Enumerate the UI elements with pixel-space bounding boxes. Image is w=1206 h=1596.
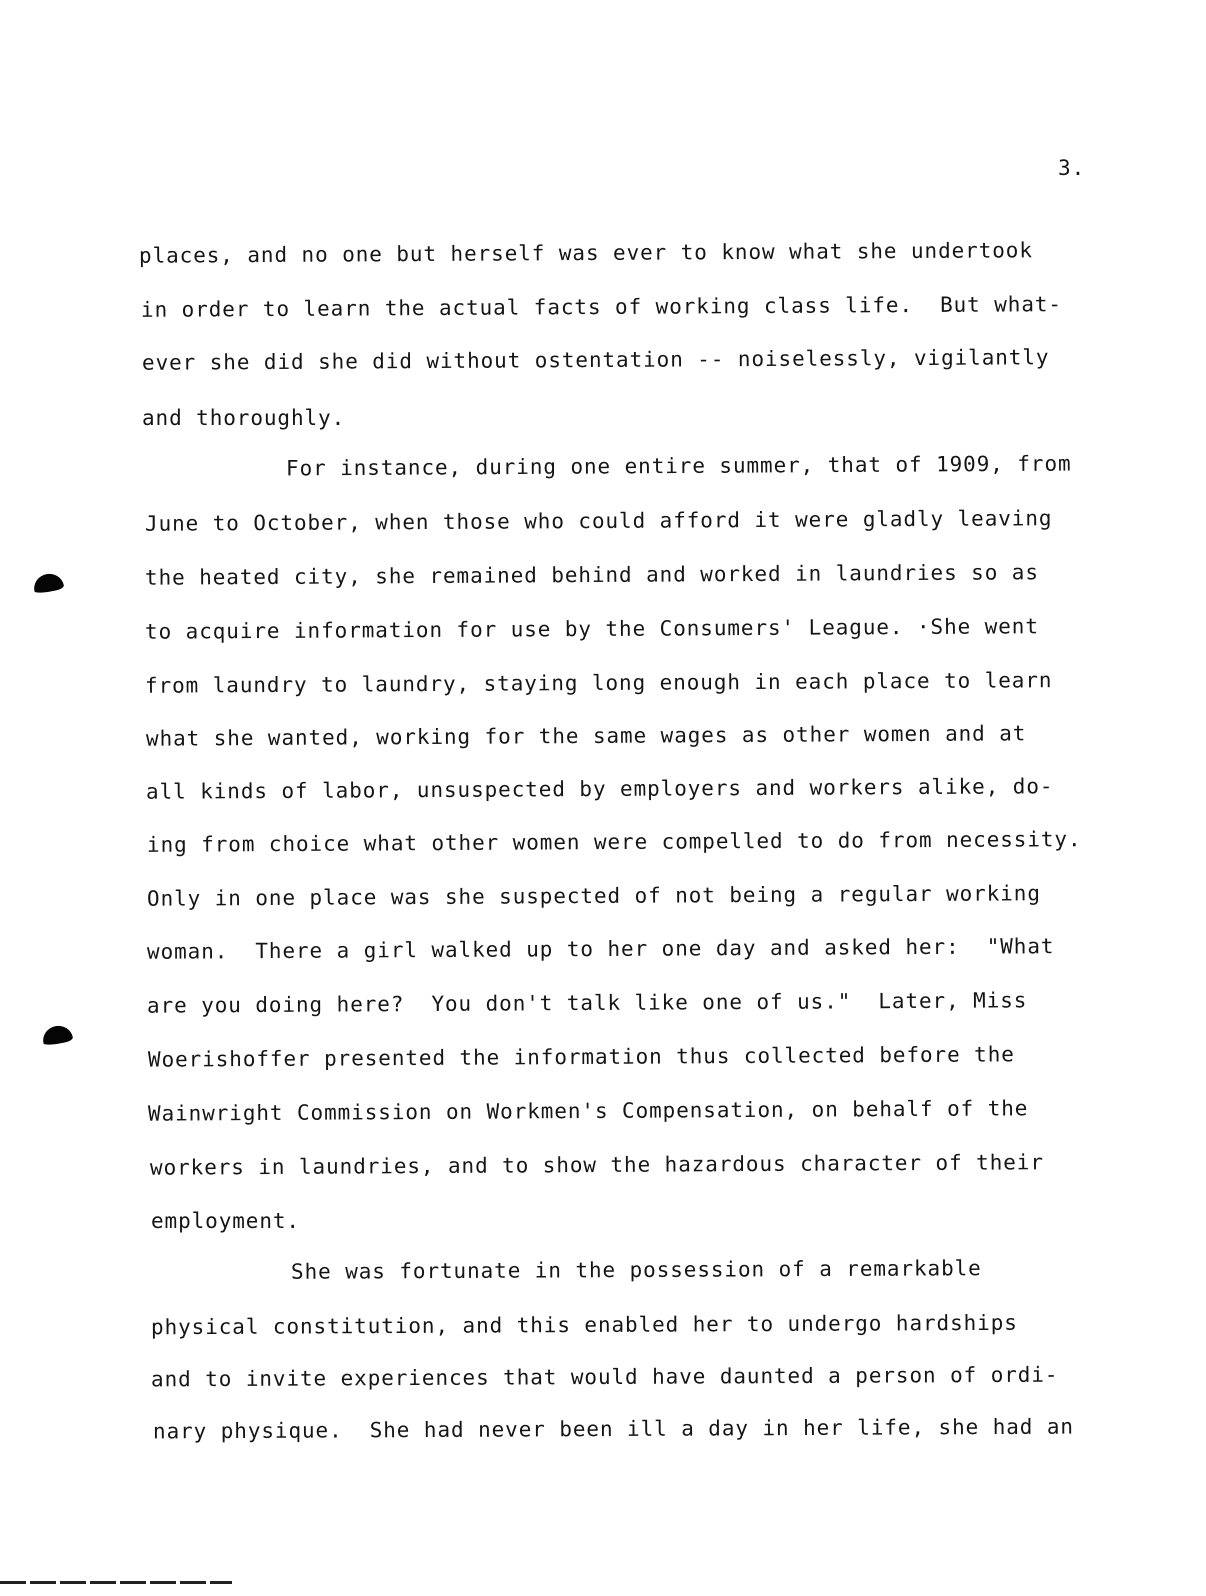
text-line: all kinds of labor, unsuspected by employers and workers alike, do-	[145, 774, 1054, 804]
text-line: in order to learn the actual facts of working class life. But what-	[140, 292, 1062, 322]
text-line: woman. There a girl walked up to her one day and asked her: "What	[146, 934, 1055, 964]
text-line: and to invite experiences that would have daunted a person of ordi-	[150, 1362, 1059, 1392]
page-number: 3.	[1058, 156, 1086, 180]
text-line: physical constitution, and this enabled her to undergo hardships	[150, 1310, 1018, 1340]
text-line: June to October, when those who could afford it were gladly leaving	[144, 506, 1053, 536]
text-line: ever she did she did without ostentation -- noiselessly, vigilantly	[141, 345, 1050, 375]
text-line: nary physique. She had never been ill a day in her life, she had an	[152, 1414, 1074, 1444]
text-line: For instance, during one entire summer, that of 1909, from	[285, 451, 1072, 481]
punch-hole-mark	[40, 1023, 73, 1047]
text-line: and thoroughly.	[142, 406, 346, 430]
text-line: from laundry to laundry, staying long enough in each place to learn	[144, 668, 1053, 698]
text-line: the heated city, she remained behind and worked in laundries so as	[144, 560, 1039, 590]
text-line: employment.	[151, 1209, 300, 1233]
text-line: places, and no one but herself was ever to know what she undertook	[138, 238, 1033, 268]
scan-edge-line	[0, 1581, 232, 1584]
text-line: to acquire information for use by the Consumers' League. ·She went	[144, 614, 1039, 644]
text-line: Woerishoffer presented the information thus collected before the	[147, 1042, 1015, 1072]
text-line: Wainwright Commission on Workmen's Compensation, on behalf of the	[147, 1096, 1029, 1126]
punch-hole-mark	[31, 571, 64, 595]
text-line: She was fortunate in the possession of a remarkable	[290, 1256, 982, 1284]
text-line: ing from choice what other women were compelled to do from necessity.	[146, 827, 1082, 857]
text-line: what she wanted, working for the same wages as other women and at	[145, 721, 1027, 751]
text-line: workers in laundries, and to show the hazardous character of their	[149, 1150, 1044, 1180]
text-line: Only in one place was she suspected of not being a regular working	[146, 881, 1041, 911]
text-line: are you doing here? You don't talk like one of us." Later, Miss	[146, 988, 1028, 1018]
